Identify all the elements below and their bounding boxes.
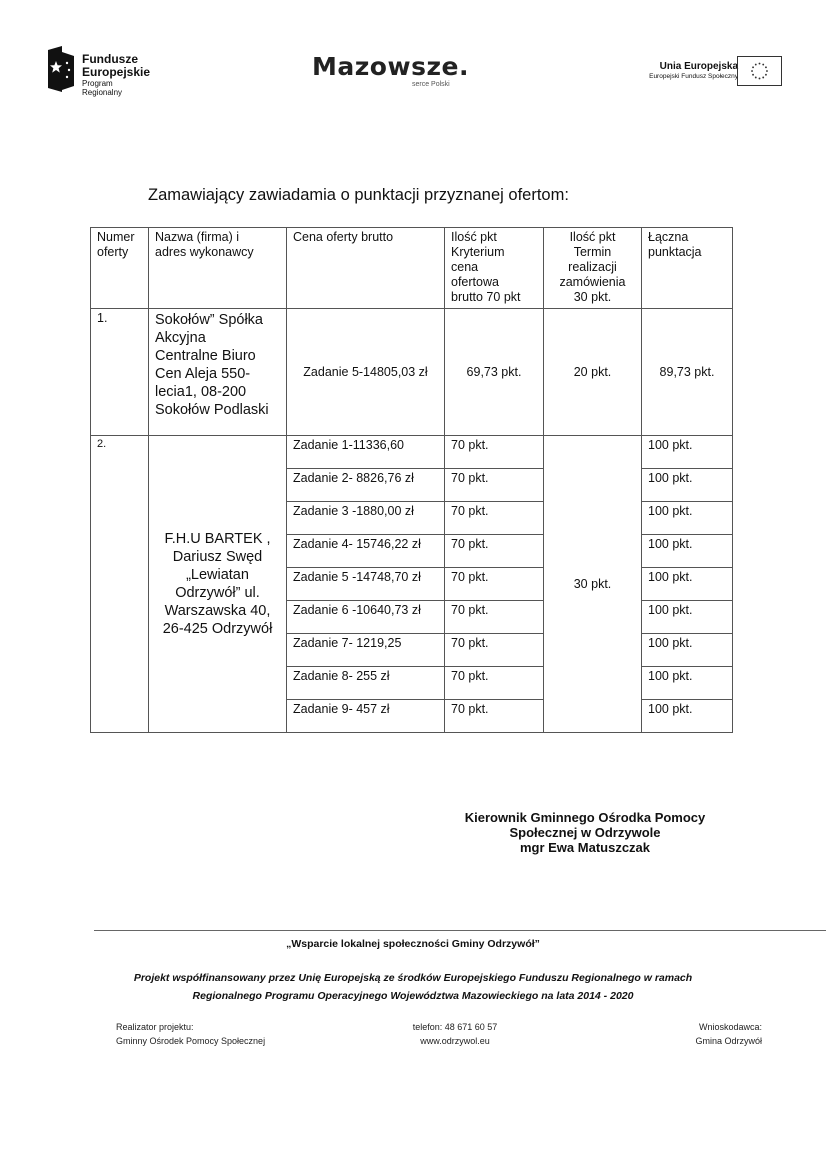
footer-cofinancing-line2: Regionalnego Programu Operacyjnego Województwa Mazowieckiego na lata 2014 - 2020 — [192, 990, 634, 1002]
footer-applicant-value: Gmina Odrzywół — [695, 1036, 762, 1046]
task-points: 70 pkt. — [445, 469, 544, 502]
footer-contact — [400, 1020, 510, 1048]
header-time-points: Ilość pkt Termin realizacji zamówienia 30 pkt. — [544, 228, 642, 309]
footer-implementer — [116, 1020, 265, 1048]
eu-logo-line2: Europejski Fundusz Społeczny — [649, 73, 738, 80]
footer-applicant-label: Wnioskodawca: — [698, 1022, 762, 1032]
signature-line1: Kierownik Gminnego Ośrodka Pomocy — [464, 810, 706, 825]
footer-implementer-label: Realizator projektu: — [116, 1022, 194, 1032]
footer-cofinancing-line1: Projekt współfinansowany przez Unię Europejską ze środków Europejskiego Funduszu Regionalnego w ramach — [133, 972, 693, 984]
task-points: 70 pkt. — [445, 601, 544, 634]
fe-logo-line3: Program Regionalny — [82, 79, 123, 97]
signature-line2: Społecznej w Odrzywole — [509, 825, 661, 840]
task-total: 100 pkt. — [642, 535, 733, 568]
task-points: 70 pkt. — [445, 568, 544, 601]
header-price: Cena oferty brutto — [287, 228, 445, 309]
table-row-offer-2-task-1 — [91, 436, 733, 469]
task-total: 100 pkt. — [642, 568, 733, 601]
header-number: Numer oferty — [91, 228, 149, 309]
task-total: 100 pkt. — [642, 700, 733, 733]
header-total: Łączna punktacja — [642, 228, 733, 309]
mazowsze-logo — [312, 52, 472, 92]
results-table — [90, 227, 733, 733]
mazowsze-tagline: serce Polski — [412, 81, 450, 88]
task-total: 100 pkt. — [642, 634, 733, 667]
task-price: Zadanie 3 -1880,00 zł — [287, 502, 445, 535]
offer2-name: F.H.U BARTEK , Dariusz Swęd „Lewiatan Odrzywół” ul. Warszawska 40, 26-425 Odrzywół — [149, 436, 287, 733]
offer1-total: 89,73 pkt. — [642, 309, 733, 436]
footer-phone: telefon: 48 671 60 57 — [412, 1022, 498, 1032]
intro-text: Zamawiający zawiadamia o punktacji przyznanej ofertom: — [148, 186, 569, 204]
table-row-offer-1 — [91, 309, 733, 436]
eu-logo-line1: Unia Europejska — [659, 61, 738, 72]
footer-divider — [94, 930, 826, 931]
task-points: 70 pkt. — [445, 634, 544, 667]
footer-website-link[interactable]: www.odrzywol.eu — [420, 1036, 490, 1046]
offer1-price-points: 69,73 pkt. — [445, 309, 544, 436]
task-price: Zadanie 6 -10640,73 zł — [287, 601, 445, 634]
task-points: 70 pkt. — [445, 667, 544, 700]
task-points: 70 pkt. — [445, 700, 544, 733]
task-total: 100 pkt. — [642, 436, 733, 469]
fe-logo-line1: Fundusze — [82, 52, 138, 66]
task-price: Zadanie 8- 255 zł — [287, 667, 445, 700]
signature-block — [440, 810, 730, 855]
fe-star-flag-icon — [48, 46, 74, 92]
task-total: 100 pkt. — [642, 469, 733, 502]
offer1-number: 1. — [91, 309, 149, 436]
mazowsze-wordmark: Mazowsze. — [312, 52, 469, 81]
task-price: Zadanie 7- 1219,25 — [287, 634, 445, 667]
task-points: 70 pkt. — [445, 535, 544, 568]
task-total: 100 pkt. — [642, 502, 733, 535]
eu-flag-icon — [737, 56, 782, 86]
header-price-points: Ilość pkt Kryterium cena ofertowa brutto 70 pkt — [445, 228, 544, 309]
offer1-time-points: 20 pkt. — [544, 309, 642, 436]
footer-project-title: „Wsparcie lokalnej społeczności Gminy Odrzywół” — [286, 938, 540, 950]
eu-logo — [630, 56, 790, 92]
signature-line3: mgr Ewa Matuszczak — [519, 840, 651, 855]
task-points: 70 pkt. — [445, 436, 544, 469]
header-name: Nazwa (firma) i adres wykonawcy — [149, 228, 287, 309]
task-total: 100 pkt. — [642, 667, 733, 700]
task-price: Zadanie 2- 8826,76 zł — [287, 469, 445, 502]
footer-cofinancing — [0, 969, 826, 1005]
offer2-time-points: 30 pkt. — [544, 436, 642, 733]
table-header-row — [91, 228, 733, 309]
task-price: Zadanie 9- 457 zł — [287, 700, 445, 733]
footer-implementer-value: Gminny Ośrodek Pomocy Społecznej — [116, 1036, 266, 1046]
fe-logo-line2: Europejskie — [82, 64, 151, 79]
task-total: 100 pkt. — [642, 601, 733, 634]
task-price: Zadanie 5 -14748,70 zł — [287, 568, 445, 601]
task-points: 70 pkt. — [445, 502, 544, 535]
offer2-number: 2. — [91, 436, 149, 733]
offer1-price: Zadanie 5-14805,03 zł — [287, 309, 445, 436]
offer1-name: Sokołów” Spółka Akcyjna Centralne Biuro Cen Aleja 550- lecia1, 08-200 Sokołów Podlaski — [149, 309, 287, 436]
footer-applicant — [695, 1020, 762, 1048]
task-price: Zadanie 4- 15746,22 zł — [287, 535, 445, 568]
task-price: Zadanie 1-11336,60 — [287, 436, 445, 469]
